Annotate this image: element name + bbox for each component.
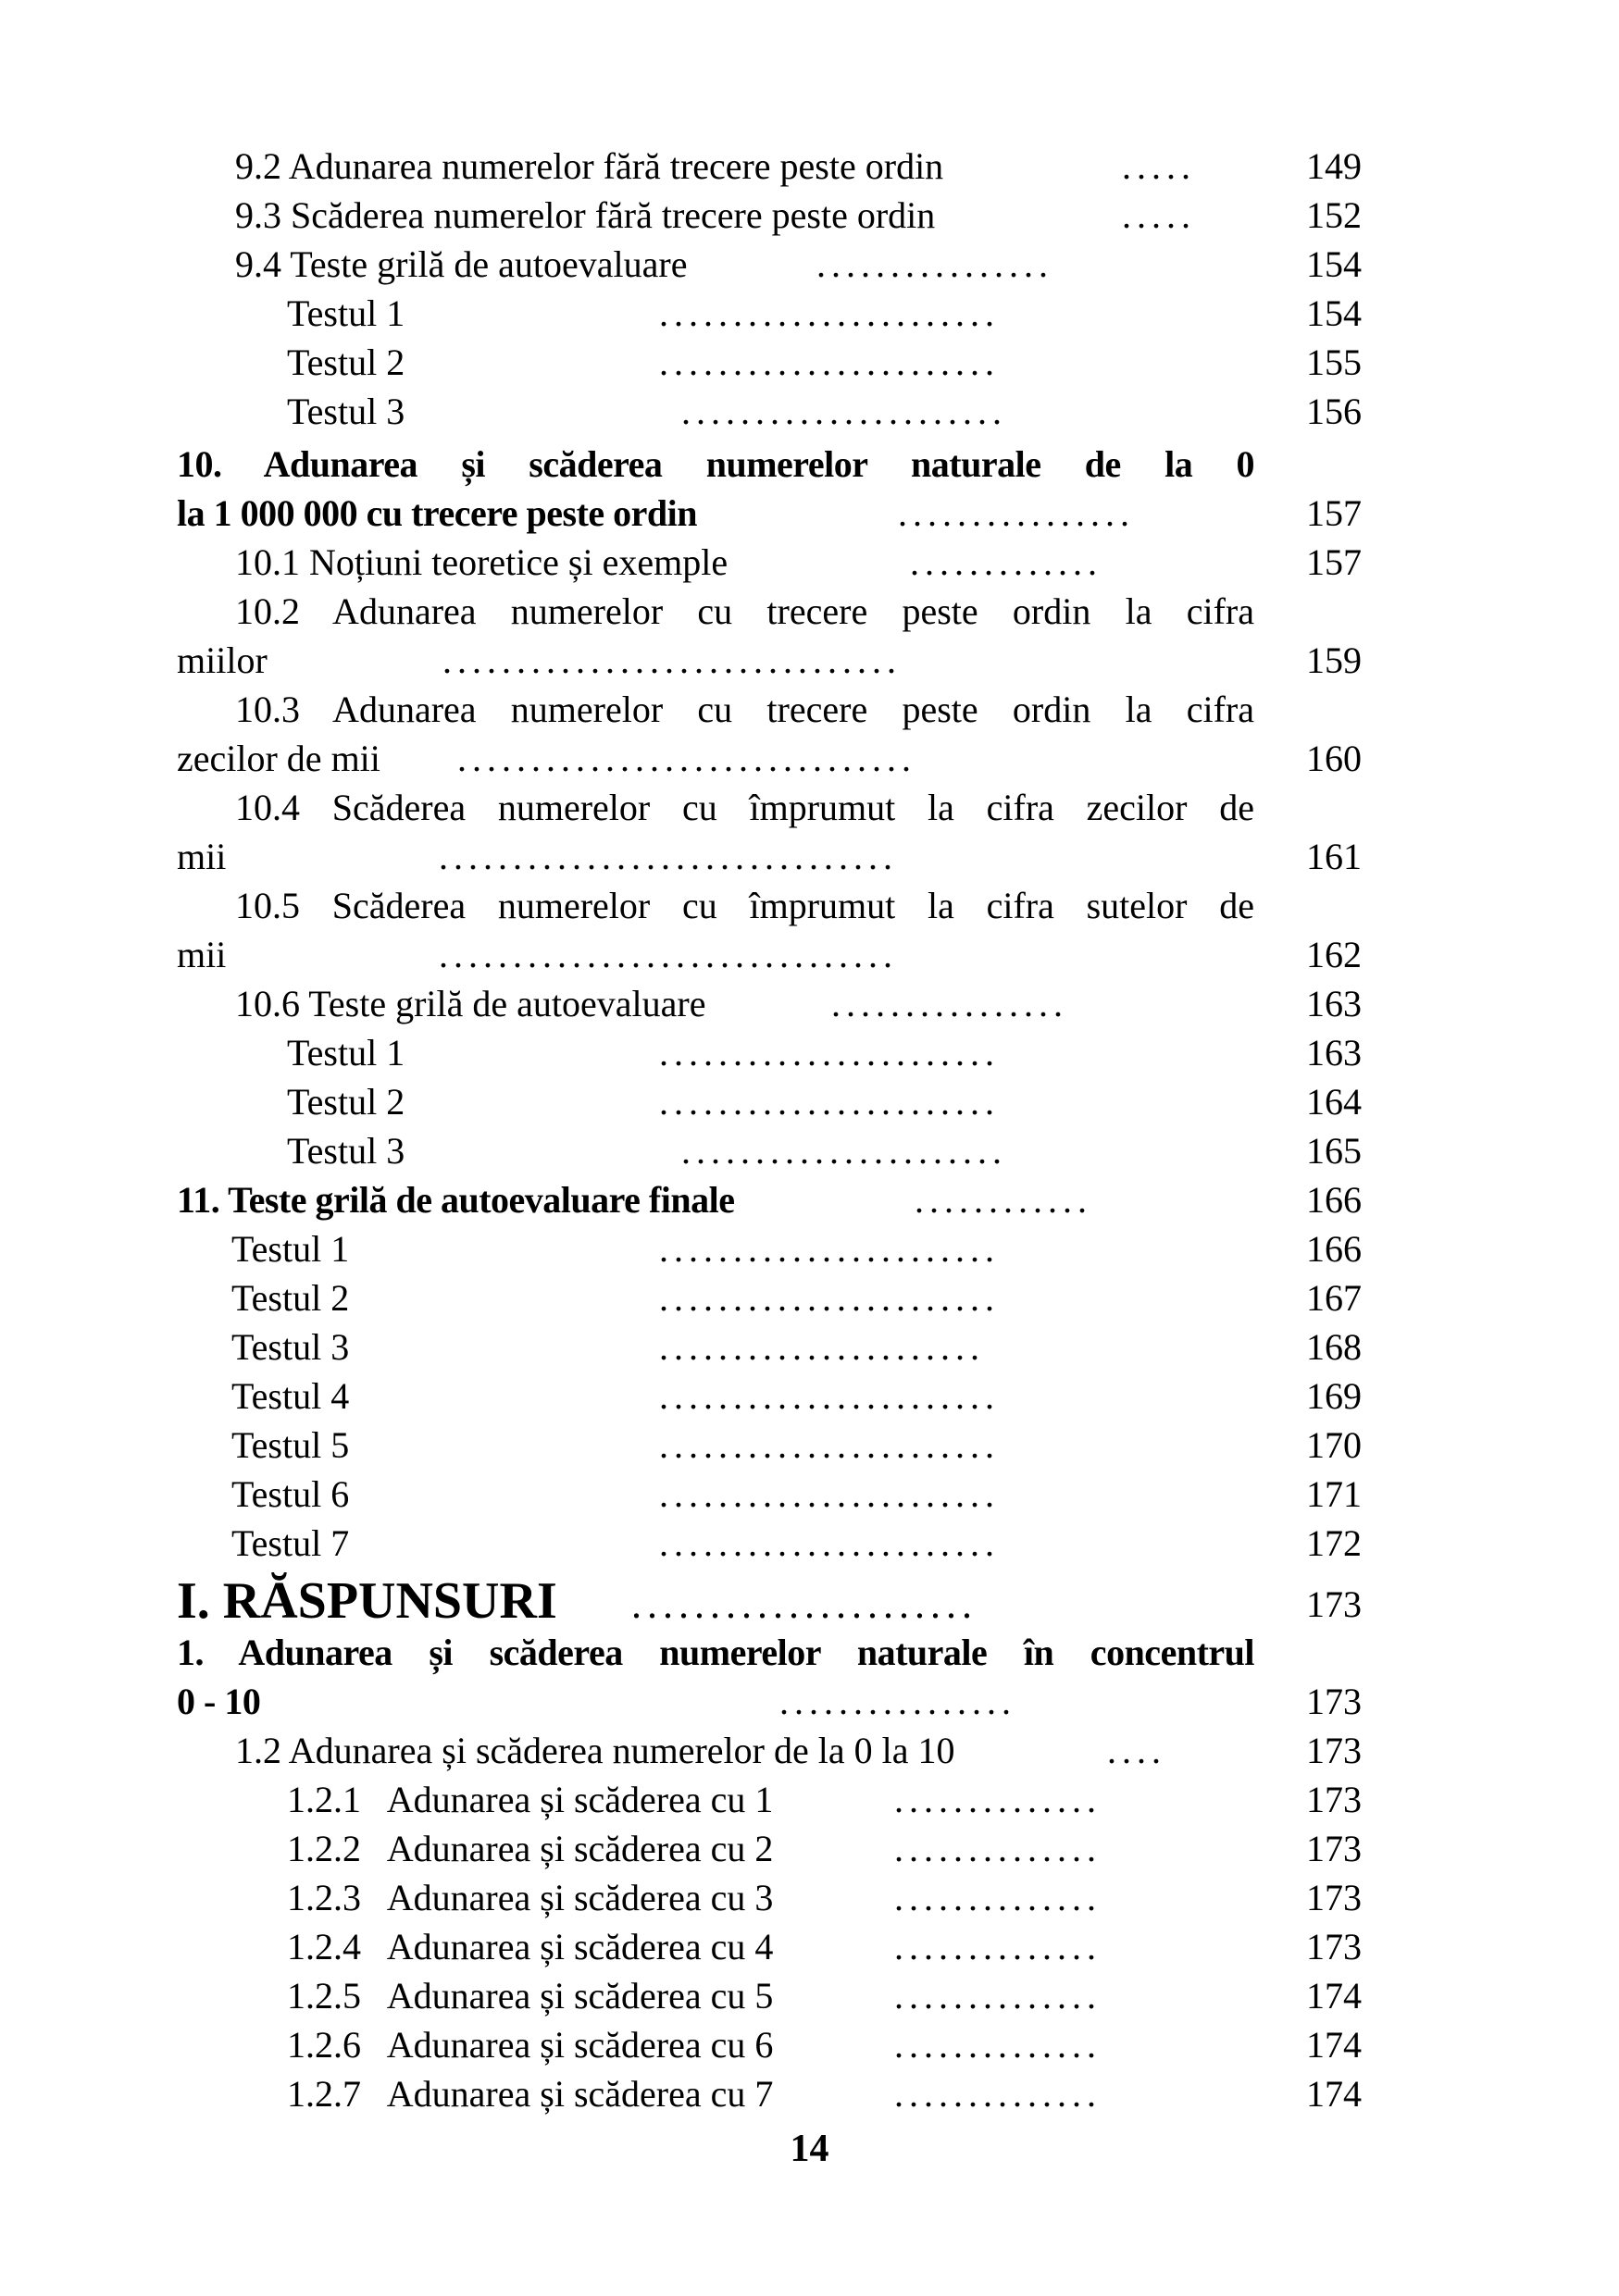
toc-entry-title: 9.4 Teste grilă de autoevaluare	[235, 243, 688, 285]
toc-entry	[0, 142, 1619, 191]
toc-page-number: 171	[1306, 1473, 1362, 1515]
toc-entry	[0, 1824, 1619, 1873]
toc-page-number: 173	[1306, 1828, 1362, 1869]
toc-entry-title: Testul 2	[287, 1081, 405, 1123]
toc-page-number: 168	[1306, 1326, 1362, 1368]
toc-entry	[0, 734, 1619, 783]
toc-leader-dots: .....	[1122, 145, 1196, 187]
toc-entry	[0, 2069, 1619, 2118]
toc-entry	[0, 1726, 1619, 1775]
toc-leader-dots: .......................	[659, 1522, 1000, 1564]
toc-entry	[0, 1873, 1619, 1922]
toc-leader-dots: ...............................	[457, 738, 916, 779]
toc-entry	[0, 832, 1619, 881]
toc-page-number: 174	[1306, 1975, 1362, 2017]
toc-page-number: 173	[1306, 1877, 1362, 1918]
toc-entry-title: 1.2.2 Adunarea și scăderea cu 2	[287, 1828, 774, 1869]
toc-leader-dots: .......................	[659, 341, 1000, 383]
toc-leader-dots: .......................	[659, 1375, 1000, 1417]
toc-leader-dots: ...............................	[442, 639, 902, 681]
toc-leader-dots: ......................	[681, 391, 1007, 432]
toc-page-number: 149	[1306, 145, 1362, 187]
toc-page-number: 152	[1306, 194, 1362, 236]
toc-page-number: 173	[1306, 1779, 1362, 1820]
toc-page-number: 169	[1306, 1375, 1362, 1417]
toc-leader-dots: .......................	[659, 1277, 1000, 1319]
toc-page-number: 160	[1306, 738, 1362, 779]
toc-entry-title: Testul 2	[231, 1277, 350, 1319]
toc-page-number: 173	[1306, 1926, 1362, 1967]
toc-leader-dots: .......................	[659, 292, 1000, 334]
page-number-footer: 14	[790, 2128, 829, 2170]
toc-entry	[0, 881, 1619, 930]
toc-page-number: 166	[1306, 1228, 1362, 1270]
toc-page-number: 173	[1306, 1730, 1362, 1771]
toc-leader-dots: ................	[831, 983, 1068, 1024]
toc-entry-title: 11. Teste grilă de autoevaluare finale	[177, 1179, 735, 1221]
toc-entry	[0, 636, 1619, 685]
toc-leader-dots: ...............................	[439, 836, 898, 877]
toc-entry-title: Testul 7	[231, 1522, 350, 1564]
toc-leader-dots: ...............................	[439, 934, 898, 975]
toc-entry	[0, 587, 1619, 636]
toc-entry	[0, 979, 1619, 1028]
toc-leader-dots: .......................	[659, 1473, 1000, 1515]
toc-chapter-heading	[0, 1677, 1619, 1726]
toc-leader-dots: ................	[898, 492, 1135, 534]
toc-leader-dots: .......................	[659, 1032, 1000, 1074]
toc-entry	[0, 191, 1619, 240]
toc-page-number: 163	[1306, 1032, 1362, 1074]
toc-entry-title: 9.2 Adunarea numerelor fără trecere peste ordin	[235, 145, 944, 187]
toc-entry-title: Testul 4	[231, 1375, 350, 1417]
toc-entry-title: 1.2 Adunarea și scăderea numerelor de la 0 la 10	[235, 1730, 955, 1771]
toc-entry-title: 10.5 Scăderea numerelor cu împrumut la cifra sutelor de	[235, 885, 1254, 926]
toc-entry-title: Testul 5	[231, 1424, 350, 1466]
toc-entry-title: Testul 6	[231, 1473, 350, 1515]
toc-entry-title: Testul 1	[231, 1228, 350, 1270]
toc-leader-dots: ......................	[659, 1326, 985, 1368]
toc-entry	[0, 1077, 1619, 1126]
toc-part-heading	[0, 1574, 1619, 1635]
toc-entry	[0, 1470, 1619, 1519]
toc-entry-title: Testul 1	[287, 1032, 405, 1074]
toc-entry	[0, 1371, 1619, 1421]
toc-entry	[0, 930, 1619, 979]
toc-entry-title: 1.2.6 Adunarea și scăderea cu 6	[287, 2024, 774, 2066]
toc-page-number: 156	[1306, 391, 1362, 432]
toc-entry-title: mii	[177, 836, 227, 877]
toc-entry	[0, 538, 1619, 587]
toc-page-number: 167	[1306, 1277, 1362, 1319]
toc-entry-title: 10.4 Scăderea numerelor cu împrumut la cifra zecilor de	[235, 787, 1254, 828]
toc-entry-title: Testul 2	[287, 341, 405, 383]
toc-entry-title: 1. Adunarea și scăderea numerelor naturale în concentrul	[177, 1632, 1254, 1673]
toc-page-number: 173	[1306, 1583, 1362, 1625]
toc-page-number: 174	[1306, 2024, 1362, 2066]
toc-chapter-heading	[0, 1628, 1619, 1677]
toc-entry	[0, 1273, 1619, 1322]
toc-page-number: 159	[1306, 639, 1362, 681]
toc-entry-title: 10.1 Noțiuni teoretice și exemple	[235, 541, 729, 583]
toc-entry	[0, 1922, 1619, 1971]
toc-leader-dots: ....	[1107, 1730, 1166, 1771]
toc-entry-title: miilor	[177, 639, 268, 681]
toc-chapter-heading	[0, 489, 1619, 538]
toc-leader-dots: .....	[1122, 194, 1196, 236]
toc-entry	[0, 1775, 1619, 1824]
toc-page-number: 172	[1306, 1522, 1362, 1564]
toc-entry-title: 1.2.7 Adunarea și scăderea cu 7	[287, 2073, 774, 2115]
toc-entry	[0, 240, 1619, 289]
toc-entry-title: I. RĂSPUNSURI	[177, 1572, 557, 1630]
toc-entry-title: 10. Adunarea și scăderea numerelor naturale de la 0	[177, 443, 1254, 485]
toc-page-number: 164	[1306, 1081, 1362, 1123]
toc-page-number: 157	[1306, 541, 1362, 583]
toc-chapter-heading	[0, 440, 1619, 489]
toc-leader-dots: ..............	[894, 2073, 1102, 2115]
toc-page-number: 173	[1306, 1681, 1362, 1722]
toc-entry	[0, 289, 1619, 338]
toc-leader-dots: .......................	[659, 1081, 1000, 1123]
toc-leader-dots: ..............	[894, 1877, 1102, 1918]
toc-entry-title: 1.2.5 Adunarea și scăderea cu 5	[287, 1975, 774, 2017]
toc-entry-title: 1.2.4 Adunarea și scăderea cu 4	[287, 1926, 774, 1967]
toc-entry	[0, 1519, 1619, 1568]
toc-entry	[0, 1028, 1619, 1077]
toc-leader-dots: ..............	[894, 1828, 1102, 1869]
toc-entry-title: 9.3 Scăderea numerelor fără trecere peste ordin	[235, 194, 936, 236]
toc-page-number: 157	[1306, 492, 1362, 534]
toc-chapter-heading	[0, 1175, 1619, 1224]
toc-leader-dots: ................	[779, 1681, 1016, 1722]
toc-page-number: 163	[1306, 983, 1362, 1024]
toc-entry-title: Testul 3	[287, 391, 405, 432]
toc-leader-dots: ......................	[681, 1130, 1007, 1172]
toc-leader-dots: ..............	[894, 2024, 1102, 2066]
toc-entry	[0, 1224, 1619, 1273]
toc-entry-title: Testul 1	[287, 292, 405, 334]
toc-entry	[0, 2020, 1619, 2069]
toc-page-number: 174	[1306, 2073, 1362, 2115]
toc-entry	[0, 1322, 1619, 1371]
toc-leader-dots: .............	[910, 541, 1102, 583]
toc-entry-title: Testul 3	[287, 1130, 405, 1172]
toc-leader-dots: ..............	[894, 1926, 1102, 1967]
toc-page-number: 162	[1306, 934, 1362, 975]
toc-page-number: 154	[1306, 292, 1362, 334]
toc-page-number: 154	[1306, 243, 1362, 285]
toc-page-number: 161	[1306, 836, 1362, 877]
toc-entry	[0, 1126, 1619, 1175]
toc-leader-dots: ............	[915, 1179, 1092, 1221]
toc-leader-dots: ..............	[894, 1779, 1102, 1820]
toc-entry	[0, 387, 1619, 436]
toc-entry	[0, 338, 1619, 387]
toc-entry-title: 10.6 Teste grilă de autoevaluare	[235, 983, 706, 1024]
toc-entry-title: mii	[177, 934, 227, 975]
toc-entry-title: 0 - 10	[177, 1681, 261, 1722]
toc-page-number: 170	[1306, 1424, 1362, 1466]
toc-entry	[0, 783, 1619, 832]
toc-leader-dots: ..............	[894, 1975, 1102, 2017]
toc-entry-title: 1.2.3 Adunarea și scăderea cu 3	[287, 1877, 774, 1918]
toc-page-number: 155	[1306, 341, 1362, 383]
toc-entry	[0, 685, 1619, 734]
toc-entry-title: 10.2 Adunarea numerelor cu trecere peste ordin la cifra	[235, 590, 1254, 632]
toc-leader-dots: .......................	[659, 1228, 1000, 1270]
toc-entry	[0, 1421, 1619, 1470]
toc-page-number: 166	[1306, 1179, 1362, 1221]
toc-entry-title: zecilor de mii	[177, 738, 380, 779]
toc-entry-title: 10.3 Adunarea numerelor cu trecere peste ordin la cifra	[235, 689, 1254, 730]
toc-leader-dots: .......................	[659, 1424, 1000, 1466]
toc-entry-title: Testul 3	[231, 1326, 350, 1368]
toc-entry-title: la 1 000 000 cu trecere peste ordin	[177, 492, 698, 534]
toc-page-number: 165	[1306, 1130, 1362, 1172]
toc-leader-dots: ................	[816, 243, 1053, 285]
toc-leader-dots: ......................	[631, 1582, 978, 1627]
toc-entry-title: 1.2.1 Adunarea și scăderea cu 1	[287, 1779, 774, 1820]
toc-entry	[0, 1971, 1619, 2020]
